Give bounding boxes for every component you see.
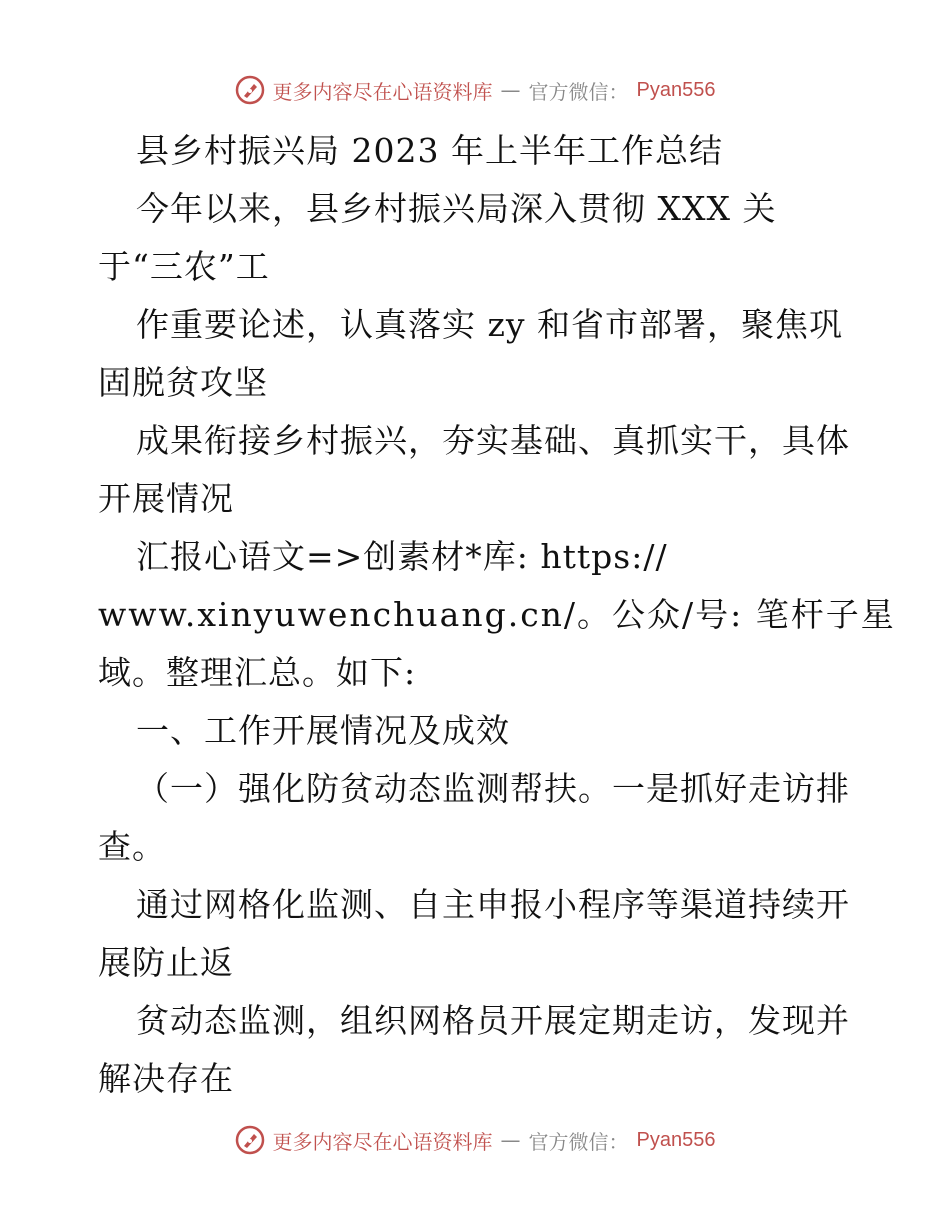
banner-secondary-text: 官方微信： <box>528 79 629 104</box>
paragraph-line: 域。整理汇总。如下: <box>98 653 417 692</box>
paragraph-line: 作重要论述，认真落实 zy 和省市部署，聚焦巩 <box>136 305 844 344</box>
banner-secondary-text: 官方微信： <box>528 1129 629 1154</box>
paragraph-line: 于“三农”工 <box>98 247 270 286</box>
paragraph-line: 成果衔接乡村振兴，夯实基础、真抓实干，具体 <box>136 421 850 460</box>
paragraph-line: 贫动态监测，组织网格员开展定期走访，发现并 <box>136 1001 850 1040</box>
banner-dash: — <box>500 78 521 102</box>
section-heading: 一、工作开展情况及成效 <box>136 711 510 750</box>
banner-main-text: 更多内容尽在心语资料库 <box>272 1129 493 1154</box>
subsection-heading: （一）强化防贫动态监测帮扶。一是抓好走访排 <box>136 769 850 808</box>
paragraph-line: 解决存在 <box>98 1059 234 1098</box>
paragraph-line: 汇报心语文=>创素材*库: https:// <box>136 537 668 576</box>
paragraph-line: 查。 <box>98 827 166 866</box>
banner-account-id: Pyan556 <box>636 78 716 101</box>
banner-dash: — <box>500 1128 521 1152</box>
pen-nib-logo-icon <box>235 75 265 105</box>
banner-main-text: 更多内容尽在心语资料库 <box>272 79 493 104</box>
paragraph-line: 固脱贫攻坚 <box>98 363 268 402</box>
paragraph-line: 今年以来，县乡村振兴局深入贯彻 XXX 关 <box>136 189 777 228</box>
document-body <box>98 122 896 1108</box>
paragraph-line: 展防止返 <box>98 943 234 982</box>
paragraph-line: 开展情况 <box>98 479 234 518</box>
paragraph-line: www.xinyuwenchuang.cn/。公众/号: 笔杆子星 <box>98 595 896 634</box>
banner-account-id: Pyan556 <box>636 1128 716 1151</box>
header-banner <box>0 70 950 110</box>
paragraph-line: 通过网格化监测、自主申报小程序等渠道持续开 <box>136 885 850 924</box>
document-title: 县乡村振兴局 2023 年上半年工作总结 <box>136 131 723 170</box>
pen-nib-logo-icon <box>235 1125 265 1155</box>
footer-banner <box>0 1120 950 1160</box>
